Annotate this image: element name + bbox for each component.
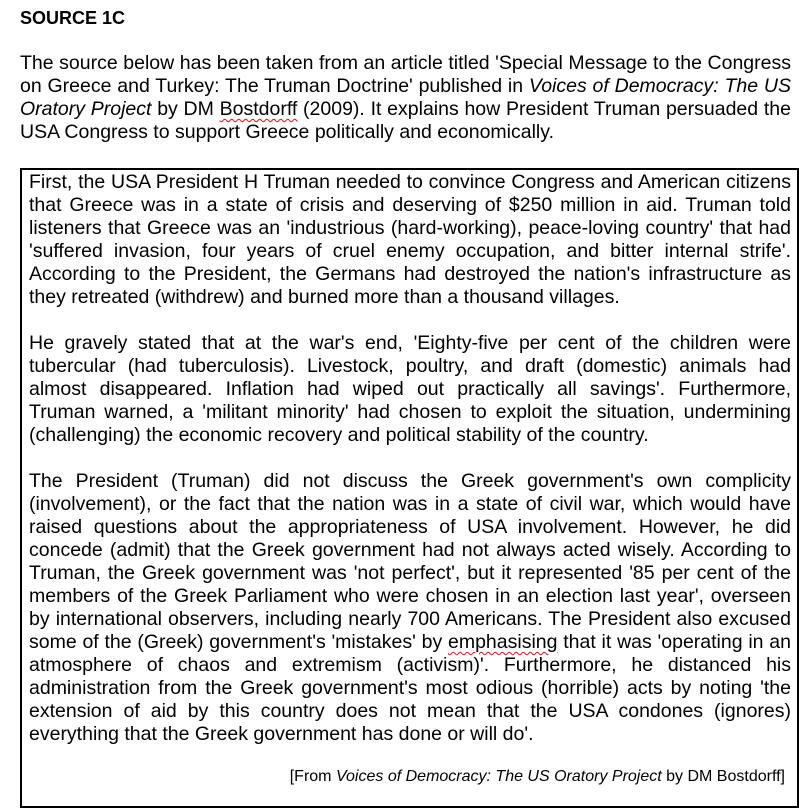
source-paragraph-2: He gravely stated that at the war's end, 'Eighty-five per cent of the children were tubercular (had tuberculosis). Livestock, poultry, and draft (domestic) animals had almost disappeared. Inflation had wiped out practically all savings'. Furthermore, Truman warned, a 'militant minority' had chosen to exploit the situation, undermining (challenging) the economic recovery and political stability of the country.: [29, 332, 791, 446]
intro-author-surname: Bostdorff: [219, 98, 298, 120]
citation-suffix: by DM Bostdorff]: [661, 768, 785, 785]
citation-prefix: [From: [289, 768, 336, 785]
intro-text-part-2: by DM: [151, 98, 220, 120]
source-introduction: [20, 52, 791, 144]
source-paragraph-3: [29, 470, 791, 746]
source-paragraph-1: First, the USA President H Truman needed to convince Congress and American citizens that Greece was in a state of crisis and deserving of $250 million in aid. Truman told listeners that Greece was an 'industrious (hard-working), peace-loving country' that had 'suffered invasion, four years of cruel enemy occupation, and bitter internal strife'. According to the President, the Germans had destroyed the nation's infrastructure as they retreated (withdrew) and burned more than a thousand villages.: [29, 171, 791, 308]
source-heading: SOURCE 1C: [20, 8, 126, 28]
intro-publication-title: Voices of Democracy: The US Oratory Project: [20, 75, 791, 120]
paragraph-3-text-part-1: The President (Truman) did not discuss the Greek government's own complicity (involvement), or the fact that the nation was in a state of civil war, which would have raised questions about the appropriateness of USA involvement. However, he did concede (admit) that the Greek government had not always acted wisely. According to Truman, the Greek government was 'not perfect', but it represented '85 per cent of the members of the Greek Parliament who were chosen in an election last year', overseen by international observers, including nearly 700 Americans. The President also excused some of the (Greek) government's 'mistakes' by: [29, 470, 791, 653]
intro-text-part-1: The source below has been taken from an article titled 'Special Message to the Congress on Greece and Turkey: The Truman Doctrine' published in: [20, 52, 791, 97]
citation-publication-title: Voices of Democracy: The US Oratory Project: [335, 768, 662, 785]
source-citation: [290, 767, 785, 787]
intro-text-part-3: (2009). It explains how President Truman persuaded the USA Congress to support Greece politically and economically.: [20, 98, 791, 143]
source-extract-box: [20, 168, 799, 808]
paragraph-3-flagged-word: emphasising: [448, 631, 558, 653]
source-extract-text: [29, 171, 791, 769]
paragraph-3-text-part-2: that it was 'operating in an atmosphere of chaos and extremism (activism)'. Furthermore, he distanced his administration from the Greek government's most odious (horrible) acts by noting 'the extension of aid by this country does not mean that the USA condones (ignores) everything that the Greek government has done or will do'.: [29, 631, 791, 745]
